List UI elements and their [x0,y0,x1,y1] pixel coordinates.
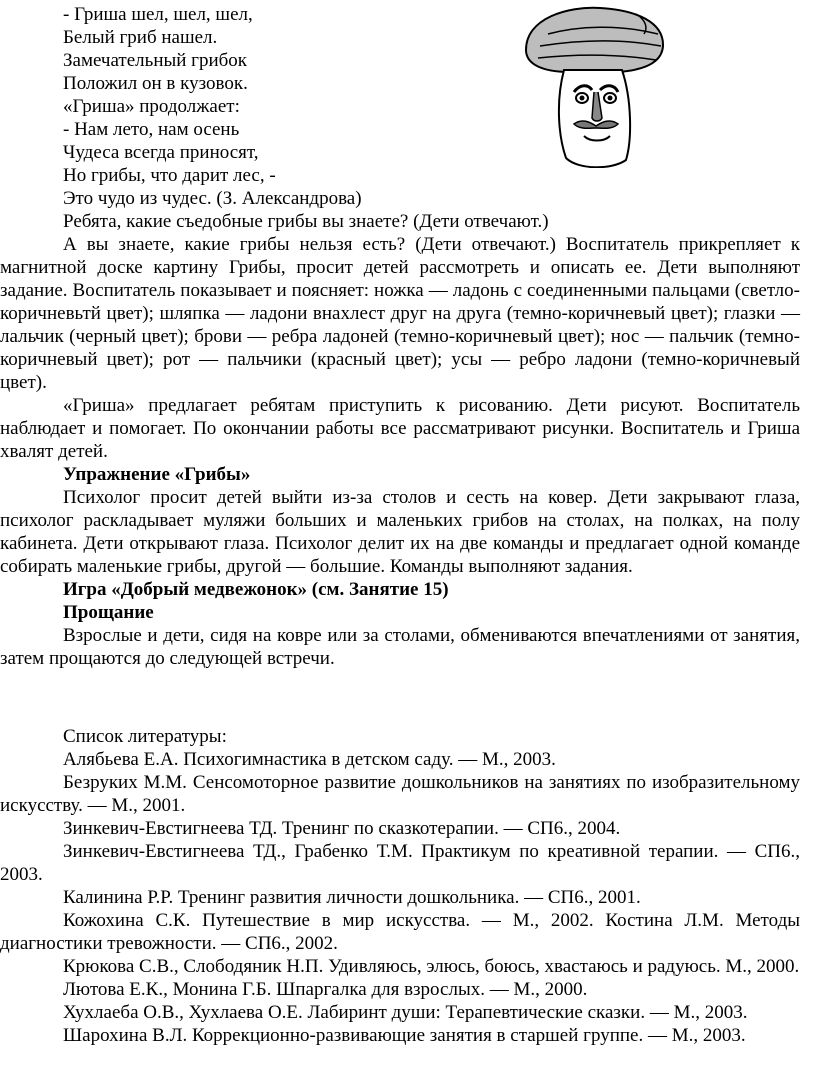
bibliography-item: Хухлаеба О.В., Хухлаева О.Е. Лабиринт души: Терапевтические сказки. — М., 2003. [63,1002,748,1023]
bibliography-item: Кожохина С.К. Путешествие в мир искусства. — М., 2002. Костина Л.М. Методы диагностики тревожности. — СП6., 2002. [0,910,800,954]
section-heading: Прощание [63,602,154,623]
paragraph: Психолог просит детей выйти из-за столов и сесть на ковер. Дети закрывают глаза, психолог раскладывает муляжи больших и маленьких грибов на столах, на полках, на полу кабинета. Дети открывают глаза. Психолог делит их на две команды и предлагает одной команде собирать маленькие грибы, другой — большие. Команды выполняют задания. [0,487,800,577]
bibliography-item: Безруких М.М. Сенсомоторное развитие дошкольников на занятиях по изобразительному искусству. — М., 2001. [0,772,800,816]
poem-line: - Гриша шел, шел, шел, [63,4,253,25]
section-heading: Упражнение «Грибы» [63,464,251,485]
poem-line: Но грибы, что дарит лес, - [63,165,276,186]
bibliography-title: Список литературы: [63,726,227,747]
poem [63,3,523,210]
paragraph: Ребята, какие съедобные грибы вы знаете? (Дети отвечают.) [63,211,549,232]
poem-line: Положил он в кузовок. [63,73,248,94]
bibliography-item: Зинкевич-Евстигнеева ТД., Грабенко Т.М. Практикум по креативной терапии. — СП6., 2003. [0,841,800,885]
bibliography-item: Шарохина В.Л. Коррекционно-развивающие занятия в старшей группе. — М., 2003. [63,1025,746,1046]
section-heading: Игра «Добрый медвежонок» (см. Занятие 15) [63,579,449,600]
poem-line: - Нам лето, нам осень [63,119,240,140]
paragraph: А вы знаете, какие грибы нельзя есть? (Дети отвечают.) Воспитатель прикрепляет к магнитной доске картину Грибы, просит детей рассмотреть и описать ее. Дети выполняют задание. Воспитатель показывает и поясняет: ножка — ладонь с соединенными пальцами (светло-коричневьтй цвет); шляпка — ладони внахлест друг на друга (темно-коричневый цвет); глазки — лальчик (черный цвет); брови — ребра ладоней (темно-коричневый цвет); нос — пальчик (темно-коричневый цвет); рот — пальчики (красный цвет); усы — ребро ладони (темно-коричневый цвет). [0,234,800,393]
poem-line: Чудеса всегда приносят, [63,142,259,163]
bibliography-item: Зинкевич-Евстигнеева ТД. Тренинг по сказкотерапии. — СП6., 2004. [63,818,621,839]
poem-line: «Гриша» продолжает: [63,96,240,117]
main-text [0,210,800,670]
bibliography-item: Крюкова С.В., Слободяник Н.П. Удивляюсь, элюсь, боюсь, хвастаюсь и радуюсь. М., 2000. [63,956,800,977]
mushroom-hand-illustration [518,0,668,168]
bibliography-item: Лютова Е.К., Монина Г.Б. Шпаргалка для взрослых. — М., 2000. [63,979,588,1000]
bibliography-item: Алябьева Е.А. Психогимнастика в детском саду. — М., 2003. [63,749,556,770]
poem-line: Белый гриб нашел. [63,27,218,48]
paragraph: «Гриша» предлагает ребятам приступить к рисованию. Дети рисуют. Воспитатель наблюдает и помогает. По окончании работы все рассматривают рисунки. Воспитатель и Гриша хвалят детей. [0,395,800,462]
poem-line: Это чудо из чудес. (З. Александрова) [63,188,362,209]
paragraph: Взрослые и дети, сидя на ковре или за столами, обмениваются впечатлениями от занятия, затем прощаются до следующей встречи. [0,625,800,669]
poem-line: Замечательный грибок [63,50,248,71]
bibliography-item: Калинина Р.Р. Тренинг развития личности дошкольника. — СП6., 2001. [63,887,641,908]
bibliography [0,725,800,1047]
